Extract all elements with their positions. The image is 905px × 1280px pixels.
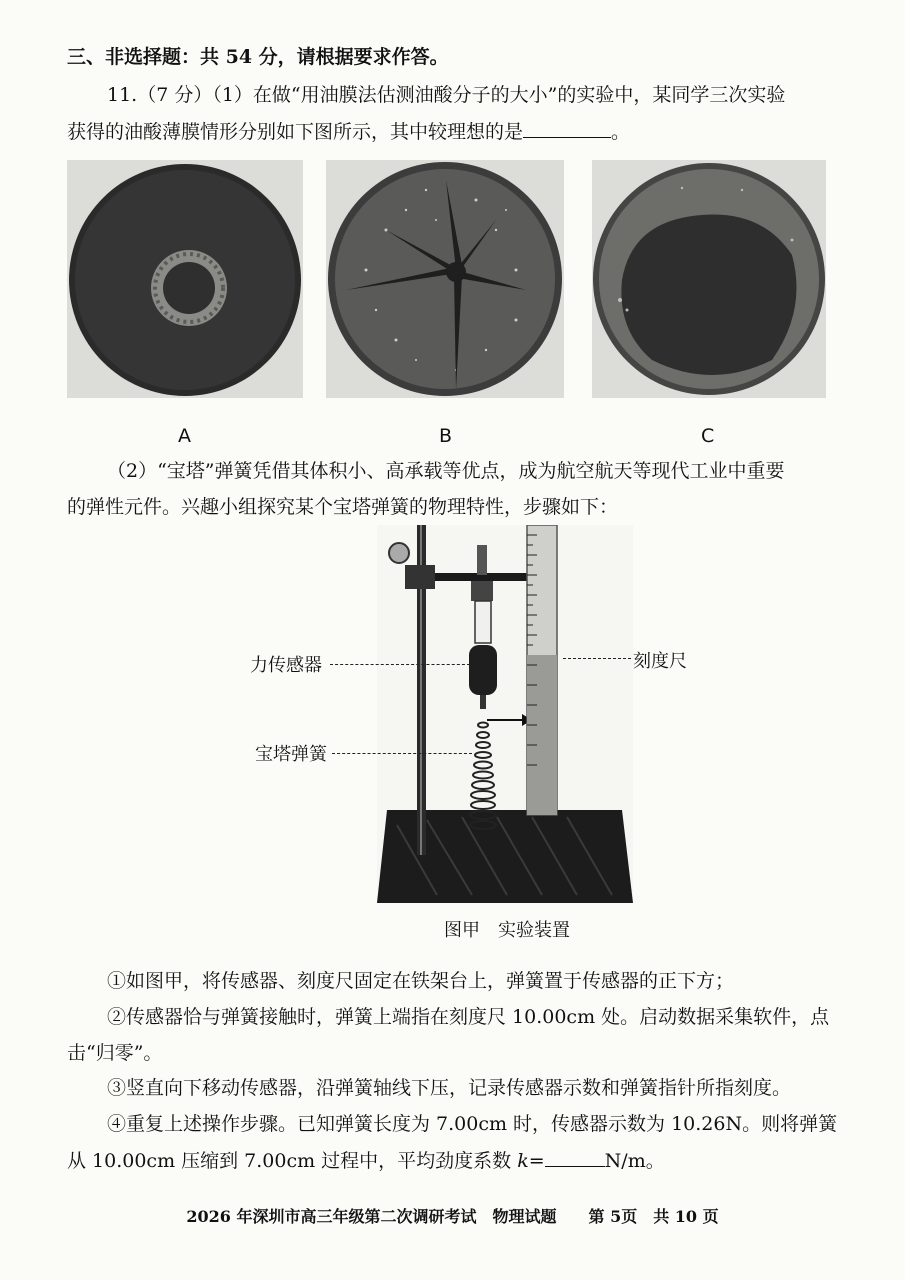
leader-line-spring xyxy=(332,753,472,754)
photo-label-c: C xyxy=(701,425,715,447)
q11-line2-text: 获得的油酸薄膜情形分别如下图所示，其中较理想的是 xyxy=(67,121,524,143)
variable-k: k xyxy=(517,1150,529,1172)
oil-film-photo-b xyxy=(326,160,564,398)
page-footer: 2026 年深圳市高三年级第二次调研考试 物理试题 第 5页 共 10 页 xyxy=(186,1207,719,1226)
photo-label-a: A xyxy=(178,425,191,447)
part2-line2: 的弹性元件。兴趣小组探究某个宝塔弹簧的物理特性，步骤如下： xyxy=(67,496,619,518)
q11-line2-end: 。 xyxy=(611,121,631,143)
figure-caption: 图甲 实验装置 xyxy=(444,920,570,941)
equals-sign: = xyxy=(528,1150,545,1172)
step-2-line1: ②传感器恰与弹簧接触时，弹簧上端指在刻度尺 10.00cm 处。启动数据采集软件，点 xyxy=(107,1006,830,1028)
oil-film-photo-a xyxy=(67,160,303,398)
q11-line1: 11.（7 分）（1）在做“用油膜法估测油酸分子的大小”的实验中，某同学三次实验 xyxy=(107,84,786,106)
apparatus-figure xyxy=(377,525,633,903)
q11-line2 xyxy=(67,119,630,144)
unit-text: N/m。 xyxy=(604,1150,665,1172)
label-pagoda-spring: 宝塔弹簧 xyxy=(255,744,327,765)
step-4-line1: ④重复上述操作步骤。已知弹簧长度为 7.00cm 时，传感器示数为 10.26N。则将弹簧 xyxy=(107,1113,838,1135)
step-4-line2-text: 从 10.00cm 压缩到 7.00cm 过程中，平均劲度系数 xyxy=(67,1150,512,1172)
oil-film-photo-c xyxy=(592,160,826,398)
leader-line-ruler xyxy=(563,658,631,659)
answer-blank-1[interactable] xyxy=(523,119,611,138)
part2-line1: （2）“宝塔”弹簧凭借其体积小、高承载等优点，成为航空航天等现代工业中重要 xyxy=(107,460,785,482)
leader-line-sensor xyxy=(330,664,470,665)
label-force-sensor: 力传感器 xyxy=(250,655,322,676)
answer-blank-2[interactable] xyxy=(545,1148,605,1167)
step-1: ①如图甲，将传感器、刻度尺固定在铁架台上，弹簧置于传感器的正下方； xyxy=(107,970,735,992)
section-title: 三、非选择题：共 54 分，请根据要求作答。 xyxy=(67,46,449,68)
step-3: ③竖直向下移动传感器，沿弹簧轴线下压，记录传感器示数和弹簧指针所指刻度。 xyxy=(107,1077,792,1099)
photo-label-b: B xyxy=(439,425,453,447)
label-ruler: 刻度尺 xyxy=(633,651,687,672)
step-2-line2: 击“归零”。 xyxy=(67,1042,163,1064)
step-4-line2 xyxy=(67,1148,665,1173)
